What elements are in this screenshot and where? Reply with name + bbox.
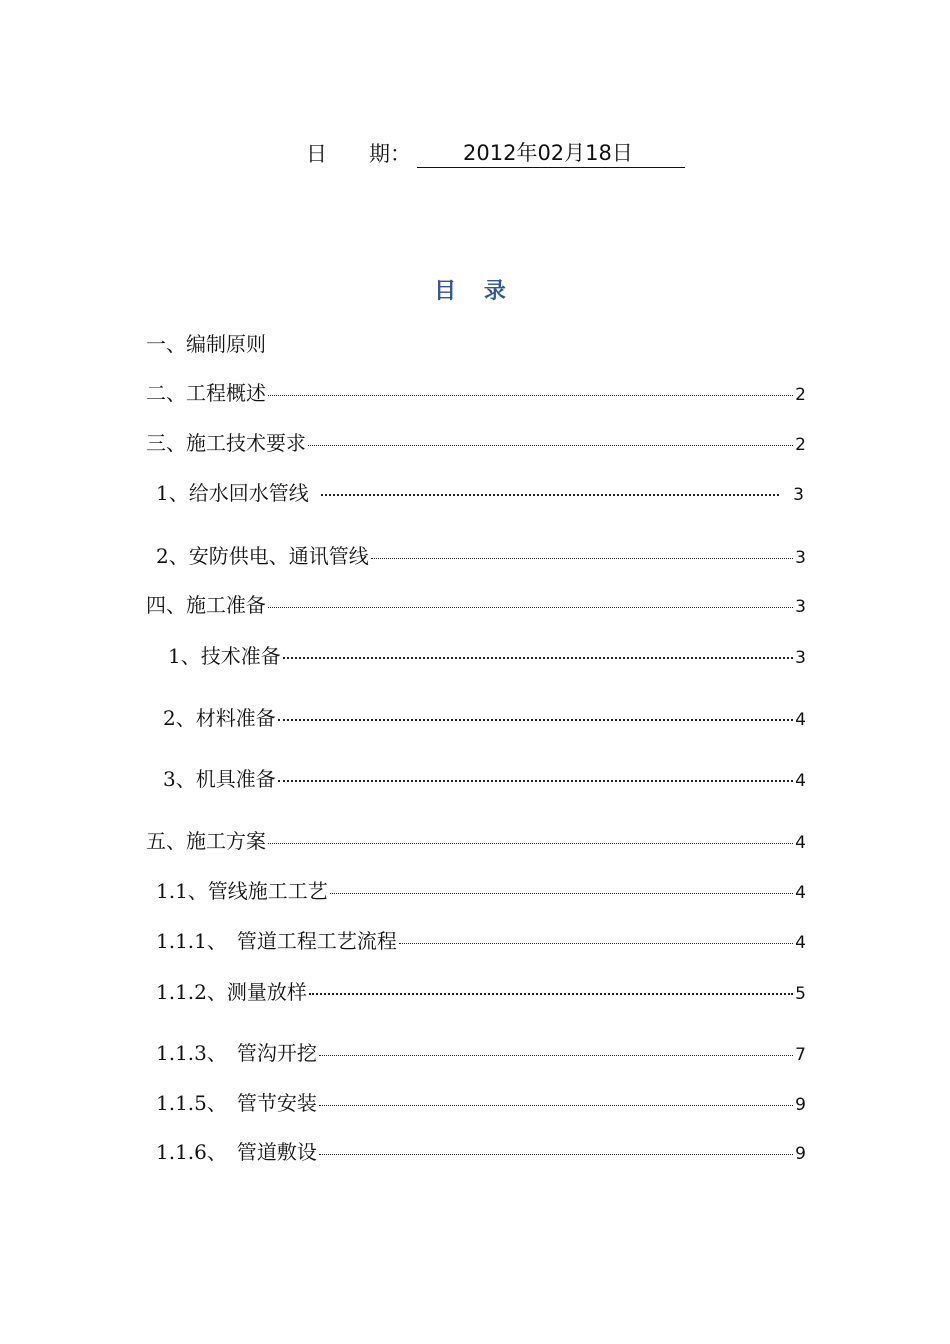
- toc-page-number: 3: [795, 548, 806, 568]
- toc-item-14[interactable]: [156, 1037, 806, 1067]
- toc-label: 1.1.5、 管节安装: [156, 1091, 317, 1115]
- toc-page-number: 4: [795, 710, 806, 730]
- toc-leader: [278, 719, 793, 721]
- date-value: 2012年02月18日: [417, 137, 685, 168]
- toc-page-number: 7: [795, 1045, 806, 1065]
- toc-label: 1.1.6、 管道敷设: [156, 1140, 317, 1164]
- toc-item-1[interactable]: [146, 328, 806, 358]
- toc-item-16[interactable]: [156, 1136, 806, 1166]
- toc-leader: [268, 395, 793, 396]
- toc-item-3[interactable]: [146, 427, 806, 457]
- toc-page-number: 9: [795, 1095, 806, 1115]
- toc-page-number: 3: [795, 597, 806, 617]
- toc-item-15[interactable]: [156, 1087, 806, 1117]
- toc-page-number: 3: [793, 485, 804, 505]
- toc-item-10[interactable]: [146, 825, 806, 855]
- toc-page-number: 2: [795, 385, 806, 405]
- toc-item-2[interactable]: [146, 377, 806, 407]
- toc-label: 1、给水回水管线: [156, 481, 309, 505]
- toc-label: 1、技术准备: [168, 644, 281, 668]
- toc-label: 2、材料准备: [163, 706, 276, 730]
- date-line: [306, 136, 685, 168]
- toc-label: 3、机具准备: [163, 767, 276, 791]
- toc-item-12[interactable]: [156, 925, 806, 955]
- toc-page-number: 4: [795, 833, 806, 853]
- toc-leader: [283, 657, 793, 659]
- toc-leader: [319, 1055, 793, 1056]
- toc-label: 1.1.1、 管道工程工艺流程: [156, 929, 397, 953]
- toc-label: 1.1.2、测量放样: [156, 980, 307, 1004]
- toc-label: 二、工程概述: [146, 381, 266, 405]
- toc-leader: [330, 893, 793, 894]
- toc-title: 目 录: [434, 279, 516, 304]
- toc-page-number: 4: [795, 883, 806, 903]
- toc-item-8[interactable]: [163, 702, 806, 732]
- toc-item-13[interactable]: [156, 976, 806, 1006]
- toc-page-number: 3: [795, 648, 806, 668]
- toc-leader: [278, 780, 793, 782]
- toc-leader: [319, 1105, 793, 1106]
- toc-label: 一、编制原则: [146, 332, 266, 356]
- toc-item-4[interactable]: [156, 477, 804, 507]
- toc-page-number: 4: [795, 771, 806, 791]
- toc-item-6[interactable]: [146, 589, 806, 619]
- toc-label: 五、施工方案: [146, 829, 266, 853]
- toc-leader: [268, 843, 793, 844]
- toc-label: 1.1、管线施工工艺: [156, 879, 328, 903]
- toc-page-number: 5: [795, 984, 806, 1004]
- toc-leader: [308, 445, 793, 446]
- toc-item-9[interactable]: [163, 763, 806, 793]
- toc-leader: [319, 1154, 793, 1155]
- toc-leader: [371, 558, 793, 559]
- toc-page-number: 2: [795, 435, 806, 455]
- toc-item-11[interactable]: [156, 875, 806, 905]
- toc-item-7[interactable]: [168, 640, 806, 670]
- toc-page-number: 9: [795, 1144, 806, 1164]
- toc-item-5[interactable]: [156, 540, 806, 570]
- toc-label: 1.1.3、 管沟开挖: [156, 1041, 317, 1065]
- toc-leader: [321, 494, 779, 496]
- toc-page-number: 4: [795, 933, 806, 953]
- toc-leader: [268, 607, 793, 608]
- toc-label: 四、施工准备: [146, 593, 266, 617]
- toc-leader: [309, 993, 793, 995]
- toc-label: 2、安防供电、通讯管线: [156, 544, 369, 568]
- date-label: 日 期：: [306, 142, 411, 166]
- toc-label: 三、施工技术要求: [146, 431, 306, 455]
- toc-leader: [399, 943, 793, 944]
